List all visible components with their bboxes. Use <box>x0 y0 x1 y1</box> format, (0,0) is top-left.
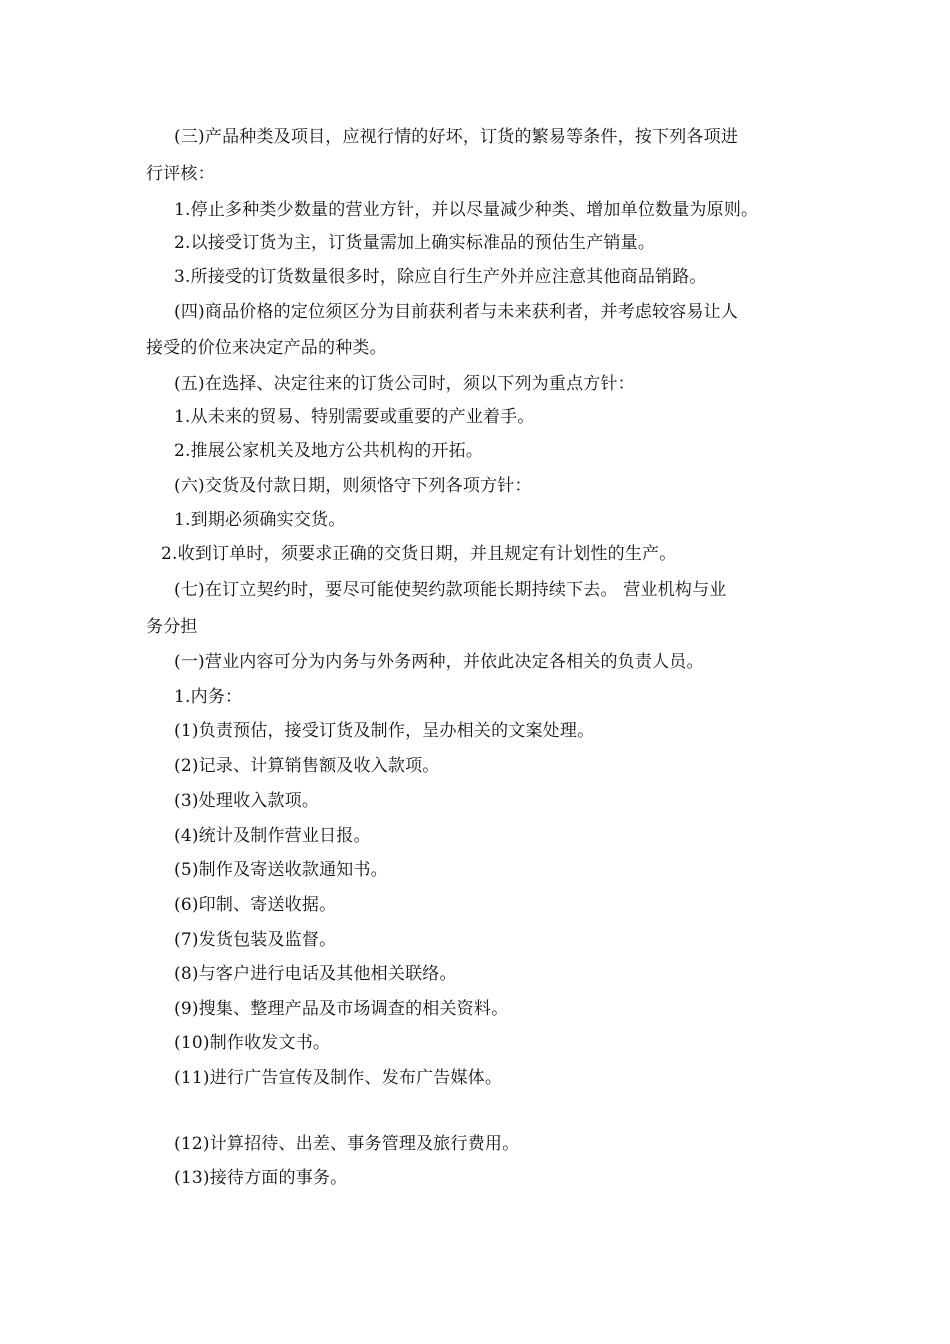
paragraph-line: (六)交货及付款日期，则须恪守下列各项方针： <box>174 476 532 496</box>
list-item: (5)制作及寄送收款通知书。 <box>174 860 388 880</box>
paragraph-line: (四)商品价格的定位须区分为目前获利者与未来获利者，并考虑较容易让人 <box>174 302 739 322</box>
list-item: (9)搜集、整理产品及市场调查的相关资料。 <box>174 999 509 1019</box>
list-item: (7)发货包装及监督。 <box>174 930 337 950</box>
list-item: 3.所接受的订货数量很多时，除应自行生产外并应注意其他商品销路。 <box>174 267 707 287</box>
list-item: (3)处理收入款项。 <box>174 791 320 811</box>
list-item: (2)记录、计算销售额及收入款项。 <box>174 756 440 776</box>
paragraph-line: (三)产品种类及项目，应视行情的好坏，订货的繁易等条件，按下列各项进 <box>174 127 739 147</box>
paragraph-line: 行评核： <box>146 164 215 184</box>
list-item: (8)与客户进行电话及其他相关联络。 <box>174 964 457 984</box>
list-item: 2.收到订单时，须要求正确的交货日期，并且规定有计划性的生产。 <box>161 544 677 564</box>
list-item: 1.停止多种类少数量的营业方针，并以尽量减少种类、增加单位数量为原则。 <box>174 200 759 220</box>
list-item: (10)制作收发文书。 <box>174 1033 331 1053</box>
paragraph-line: 务分担 <box>146 617 198 637</box>
list-item: (12)计算招待、出差、事务管理及旅行费用。 <box>174 1134 520 1154</box>
paragraph-line: 接受的价位来决定产品的种类。 <box>146 338 387 358</box>
list-item: (1)负责预估，接受订货及制作，呈办相关的文案处理。 <box>174 721 595 741</box>
list-item: (4)统计及制作营业日报。 <box>174 826 371 846</box>
list-item: 1.到期必须确实交货。 <box>174 510 346 530</box>
list-item: 1.从未来的贸易、特别需要或重要的产业着手。 <box>174 407 535 427</box>
list-item: (6)印制、寄送收据。 <box>174 895 337 915</box>
list-item: 2.以接受订货为主，订货量需加上确实标准品的预估生产销量。 <box>174 233 656 253</box>
paragraph-line: (五)在选择、决定往来的订货公司时，须以下列为重点方针： <box>174 374 635 394</box>
paragraph-line: (七)在订立契约时，要尽可能使契约款项能长期持续下去。 营业机构与业 <box>174 580 727 600</box>
paragraph-line: (一)营业内容可分为内务与外务两种，并依此决定各相关的负责人员。 <box>174 652 704 672</box>
list-item: (13)接待方面的事务。 <box>174 1168 348 1188</box>
list-item: 2.推展公家机关及地方公共机构的开拓。 <box>174 441 484 461</box>
list-item: (11)进行广告宣传及制作、发布广告媒体。 <box>174 1068 503 1088</box>
list-item: 1.内务： <box>174 687 243 707</box>
